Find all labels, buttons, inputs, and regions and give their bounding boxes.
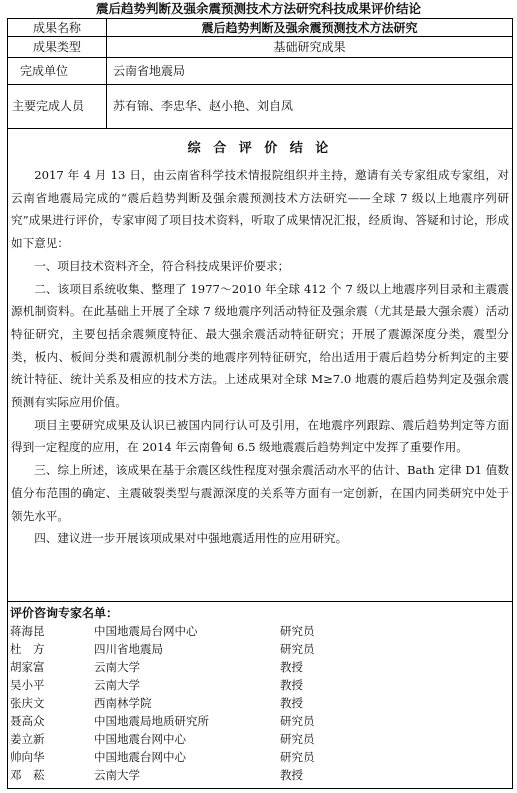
expert-row (8, 766, 512, 784)
expert-name: 胡家富 (10, 660, 45, 674)
table-divider (8, 84, 512, 85)
conclusion-heading: 综 合 评 价 结 论 (187, 141, 333, 156)
expert-title: 研究员 (280, 750, 315, 764)
table-divider (8, 57, 512, 58)
conclusion-body (11, 164, 509, 550)
expert-org: 四川省地震局 (94, 642, 163, 656)
conclusion-paragraph: 一、项目技术资料齐全，符合科技成果评价要求； (34, 258, 290, 273)
experts-divider (8, 601, 512, 602)
expert-title: 研究员 (280, 642, 315, 656)
expert-name: 张庆文 (10, 696, 45, 710)
expert-name: 聂高众 (10, 714, 45, 728)
expert-title: 教授 (280, 768, 303, 782)
expert-row (8, 676, 512, 694)
expert-row (8, 694, 512, 712)
expert-row (8, 622, 512, 640)
expert-row (8, 730, 512, 748)
expert-row (8, 658, 512, 676)
conclusion-paragraph: 四、建议进一步开展该项成果对中强地震适用性的应用研究。 (34, 531, 348, 546)
info-label-people: 主要完成人员 (12, 99, 85, 113)
expert-title: 教授 (280, 678, 303, 692)
info-value-unit: 云南省地震局 (113, 64, 186, 78)
evaluation-sheet (7, 18, 513, 789)
info-value-name: 震后趋势判断及强余震预测技术方法研究 (201, 21, 418, 35)
expert-org: 中国地震台网中心 (94, 732, 186, 746)
expert-row (8, 712, 512, 730)
expert-title: 研究员 (280, 714, 315, 728)
expert-name: 蒋海昆 (10, 624, 45, 638)
experts-heading: 评价咨询专家名单： (10, 606, 119, 620)
expert-org: 西南林学院 (94, 696, 152, 710)
info-value-people: 苏有锦、李忠华、赵小艳、刘自凤 (113, 99, 294, 113)
info-label-unit: 完成单位 (20, 64, 69, 78)
expert-org: 云南大学 (94, 660, 140, 674)
expert-name: 帅向华 (10, 750, 45, 764)
expert-name: 姜立新 (10, 732, 45, 746)
expert-org: 中国地震局地质研究所 (94, 714, 209, 728)
info-label-type: 成果类型 (32, 40, 81, 54)
conclusion-paragraph: 三、综上所述，该成果在基于余震区线性程度对强余震活动水平的估计、Bath 定律 D1 值数值分布范围的确定、主震破裂类型与震源深度的关系等方面有一定创新，在国内同类研究中处于领先水平。 (11, 463, 509, 523)
expert-title: 教授 (280, 660, 303, 674)
conclusion-paragraph: 2017 年 4 月 13 日，由云南省科学技术情报院组织并主持，邀请有关专家组成专家组，对云南省地震局完成的“震后趋势判断及强余震预测技术方法研究——全球 7 级以上地震序列研究”成果进行评价，专家审阅了项目技术资料，听取了成果情况汇报，经质询、答疑和讨论，形成如下意见： (11, 168, 509, 251)
expert-org: 云南大学 (94, 768, 140, 782)
info-value-type: 基础研究成果 (273, 40, 346, 54)
expert-org: 中国地震台网中心 (94, 750, 186, 764)
expert-row (8, 748, 512, 766)
expert-title: 教授 (280, 696, 303, 710)
info-label-name: 成果名称 (32, 21, 81, 35)
expert-name: 杜 方 (10, 642, 45, 656)
expert-org: 中国地震局台网中心 (94, 624, 198, 638)
expert-name: 邓 菘 (10, 768, 45, 782)
conclusion-paragraph: 项目主要研究成果及认识已被国内同行认可及引用，在地震序列跟踪、震后趋势判定等方面得到一定程度的应用，在 2014 年云南鲁甸 6.5 级地震震后趋势判定中发挥了重要作用。 (11, 417, 509, 455)
expert-name: 吴小平 (10, 678, 45, 692)
expert-org: 云南大学 (94, 678, 140, 692)
expert-title: 研究员 (280, 624, 315, 638)
page-title: 震后趋势判断及强余震预测技术方法研究科技成果评价结论 (95, 1, 421, 16)
expert-row (8, 640, 512, 658)
table-divider (8, 36, 512, 37)
expert-title: 研究员 (280, 732, 315, 746)
table-divider (8, 128, 512, 129)
conclusion-paragraph: 二、该项目系统收集、整理了 1977～2010 年全球 412 个 7 级以上地震序列目录和主震震源机制资料。在此基础上开展了全球 7 级地震序列活动特征及强余震（尤其是最大强余震）活动特征研究，主要包括余震频度特征、最大强余震活动特征研究；开展了震源深度分类，震型分类，板内、板间分类和震源机制分类的地震序列特征研究，给出适用于震后趋势分析判定的主要统计特征、统计关系及相应的技术方法。上述成果对全球 M≥7.0 地震的震后趋势判定及强余震预测有实际应用价值。 (11, 281, 509, 410)
